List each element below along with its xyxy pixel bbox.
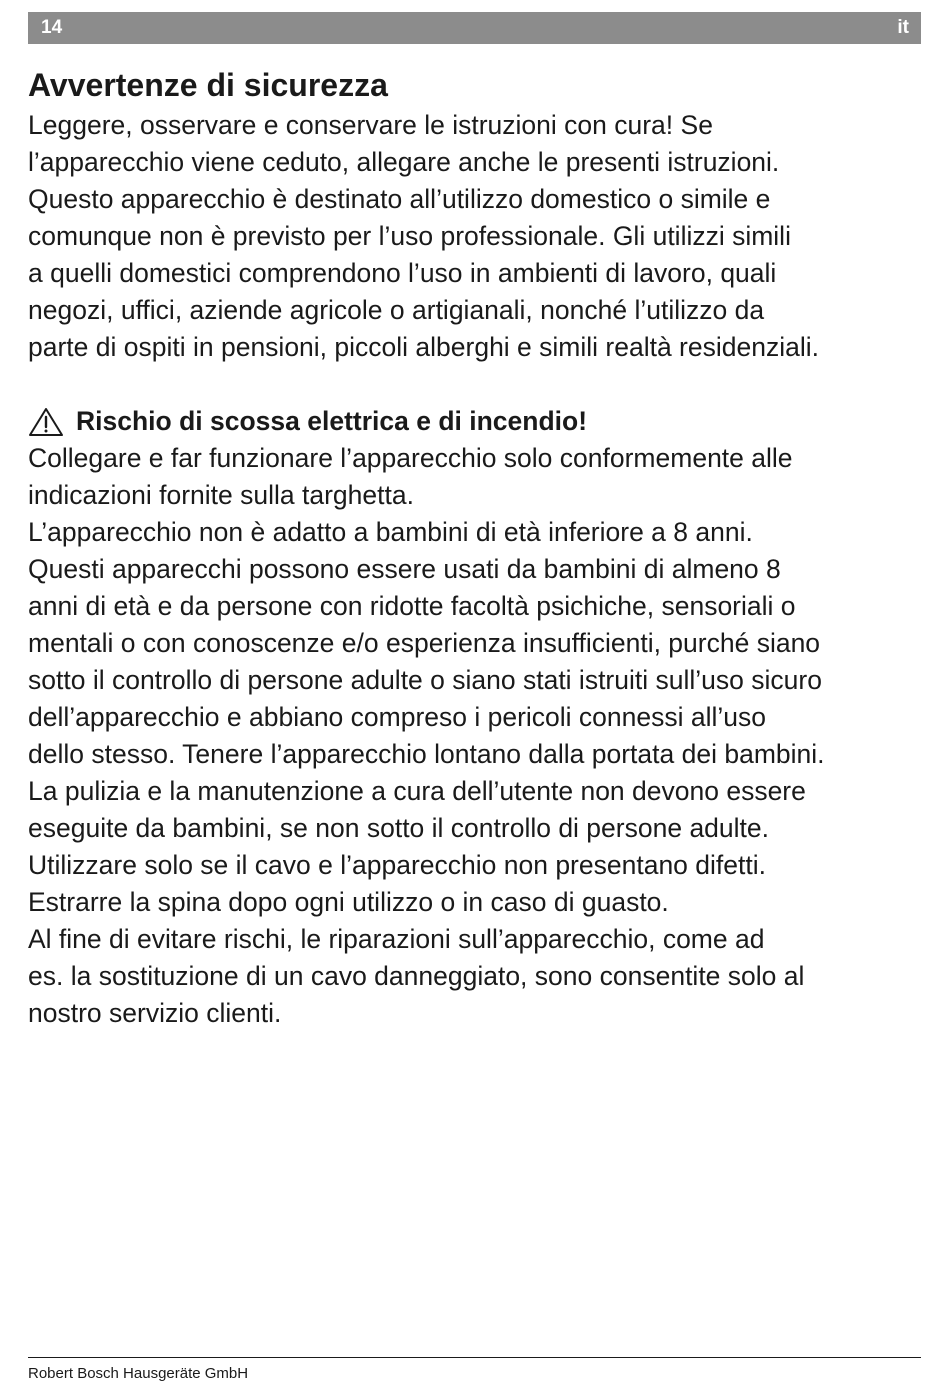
intro-paragraph: Leggere, osservare e conservare le istruzioni con cura! Se l’apparecchio viene ceduto, allegare anche le presenti istruzioni. Questo apparecchio è destinato all’utilizzo domestico o simile e comunque non è previsto per l’uso professionale. Gli utilizzi simili a quelli domestici comprendono l’uso in ambienti di lavoro, quali negozi, uffici, aziende agricole o artigianali, nonché l’utilizzo da parte di ospiti in pensioni, piccoli alberghi e simili realtà residenziali. bbox=[28, 110, 819, 362]
language-code: it bbox=[897, 17, 909, 38]
warning-triangle-icon bbox=[28, 407, 64, 437]
warning-title: Rischio di scossa elettrica e di incendio! bbox=[76, 406, 588, 436]
page-header-bar bbox=[28, 12, 921, 44]
footer-company: Robert Bosch Hausgeräte GmbH bbox=[28, 1365, 249, 1382]
footer-divider bbox=[28, 1357, 921, 1358]
warning-heading bbox=[28, 403, 928, 440]
page-number: 14 bbox=[41, 17, 63, 38]
main-content bbox=[28, 63, 928, 1032]
warning-body: Collegare e far funzionare l’apparecchio solo conformemente alle indicazioni fornite sulla targhetta. L’apparecchio non è adatto a bambini di età inferiore a 8 anni. Questi apparecchi possono essere usati da bambini di almeno 8 anni di età e da persone con ridotte facoltà psichiche, sensoriali o mentali o con conoscenze e/o esperienza insufficienti, purché siano sotto il controllo di persone adulte o siano stati istruiti sull’uso sicuro dell’apparecchio e abbiano compreso i pericoli connessi all’uso dello stesso. Tenere l’apparecchio lontano dalla portata dei bambini. La pulizia e la manutenzione a cura dell’utente non devono essere eseguite da bambini, se non sotto il controllo di persone adulte. Utilizzare solo se il cavo e l’apparecchio non presentano difetti. Estrarre la spina dopo ogni utilizzo o in caso di guasto. Al fine di evitare rischi, le riparazioni sull’apparecchio, come ad es. la sostituzione di un cavo danneggiato, sono consentite solo al nostro servizio clienti. bbox=[28, 443, 825, 1028]
section-title: Avvertenze di sicurezza bbox=[28, 67, 388, 103]
